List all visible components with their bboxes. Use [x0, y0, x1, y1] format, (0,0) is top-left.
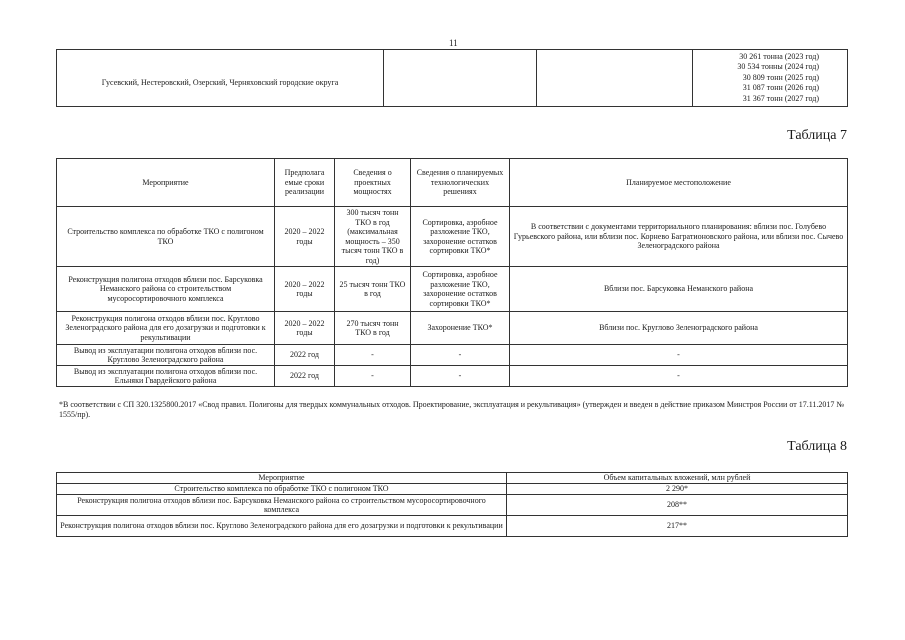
column-header: Сведения о планируемых технологических решениях — [411, 159, 510, 207]
location-cell: - — [510, 345, 848, 366]
empty-cell — [537, 50, 693, 107]
location-cell: Вблизи пос. Круглово Зеленоградского района — [510, 312, 848, 345]
table7-footnote: *В соответствии с СП 320.1325800.2017 «Свод правил. Полигоны для твердых коммунальных отходов. Проектирование, эксплуатация и рекультивация» (утвержден и введен в действие приказом Минстроя России от 17.11.2017 № 1555/пр). — [59, 400, 845, 419]
location-cell: Вблизи пос. Барсуковка Неманского района — [510, 267, 848, 312]
capacity-cell: 270 тысяч тонн ТКО в год — [335, 312, 411, 345]
column-header: Предполага емые сроки реализации — [275, 159, 335, 207]
empty-cell — [384, 50, 537, 107]
period-cell: 2020 – 2022 годы — [275, 312, 335, 345]
table-row — [57, 312, 848, 345]
tonnage-line: 30 261 тонна (2023 год) — [739, 51, 819, 61]
table7-heading: Таблица 7 — [787, 128, 847, 143]
region-cell: Гусевский, Нестеровский, Озерский, Черняховский городские округа — [57, 50, 384, 107]
tech-cell: Сортировка, аэробное разложение ТКО, захоронение остатков сортировки ТКО* — [411, 207, 510, 267]
table7 — [56, 158, 848, 387]
tech-cell: - — [411, 366, 510, 387]
event-cell: Строительство комплекса по обработке ТКО с полигоном ТКО — [57, 207, 275, 267]
column-header: Мероприятие — [57, 473, 507, 484]
carryover-table — [56, 49, 848, 107]
tonnage-line: 30 534 тонны (2024 год) — [737, 62, 819, 72]
tonnage-cell — [693, 50, 848, 107]
event-cell: Строительство комплекса по обработке ТКО с полигоном ТКО — [57, 484, 507, 495]
table8 — [56, 472, 848, 537]
event-cell: Реконструкция полигона отходов вблизи пос. Барсуковка Неманского района со строительством мусоросортировочного комплекса — [57, 495, 507, 516]
tonnage-line: 31 087 тонн (2026 год) — [742, 83, 819, 93]
column-header: Планируемое местоположение — [510, 159, 848, 207]
location-cell: В соответствии с документами территориального планирования: вблизи пос. Голубево Гурьевского района, или вблизи пос. Корнево Багратионовского района, или вблизи пос. Сычево Зеленоградского района — [510, 207, 848, 267]
amount-cell: 217** — [507, 516, 848, 537]
location-cell: - — [510, 366, 848, 387]
table-row — [57, 516, 848, 537]
amount-cell: 2 290* — [507, 484, 848, 495]
table-row — [57, 366, 848, 387]
table8-heading: Таблица 8 — [787, 439, 847, 454]
tonnage-line: 30 809 тонн (2025 год) — [742, 72, 819, 82]
table-header-row — [57, 159, 848, 207]
table-row — [57, 345, 848, 366]
period-cell: 2022 год — [275, 366, 335, 387]
capacity-cell: - — [335, 366, 411, 387]
period-cell: 2020 – 2022 годы — [275, 267, 335, 312]
column-header: Объем капитальных вложений, млн рублей — [507, 473, 848, 484]
period-cell: 2022 год — [275, 345, 335, 366]
event-cell: Реконструкция полигона отходов вблизи пос. Круглово Зеленоградского района для его дозагрузки и подготовки к рекультивации — [57, 516, 507, 537]
capacity-cell: - — [335, 345, 411, 366]
column-header: Сведения о проектных мощностях — [335, 159, 411, 207]
event-cell: Вывод из эксплуатации полигона отходов вблизи пос. Ельняки Гвардейского района — [57, 366, 275, 387]
page-number: 11 — [449, 38, 458, 48]
capacity-cell: 25 тысяч тонн ТКО в год — [335, 267, 411, 312]
table-row — [57, 484, 848, 495]
tonnage-line: 31 367 тонн (2027 год) — [742, 93, 819, 103]
amount-cell: 208** — [507, 495, 848, 516]
event-cell: Реконструкция полигона отходов вблизи пос. Барсуковка Неманского района со строительством мусоросортировочного комплекса — [57, 267, 275, 312]
table-row — [57, 495, 848, 516]
tech-cell: - — [411, 345, 510, 366]
tech-cell: Захоронение ТКО* — [411, 312, 510, 345]
period-cell: 2020 – 2022 годы — [275, 207, 335, 267]
table-header-row — [57, 473, 848, 484]
event-cell: Реконструкция полигона отходов вблизи пос. Круглово Зеленоградского района для его дозагрузки и подготовки к рекультивации — [57, 312, 275, 345]
table-row — [57, 207, 848, 267]
tech-cell: Сортировка, аэробное разложение ТКО, захоронение остатков сортировки ТКО* — [411, 267, 510, 312]
event-cell: Вывод из эксплуатации полигона отходов вблизи пос. Круглово Зеленоградского района — [57, 345, 275, 366]
table-row — [57, 267, 848, 312]
capacity-cell: 300 тысяч тонн ТКО в год (максимальная мощность – 350 тысяч тонн ТКО в год) — [335, 207, 411, 267]
column-header: Мероприятие — [57, 159, 275, 207]
